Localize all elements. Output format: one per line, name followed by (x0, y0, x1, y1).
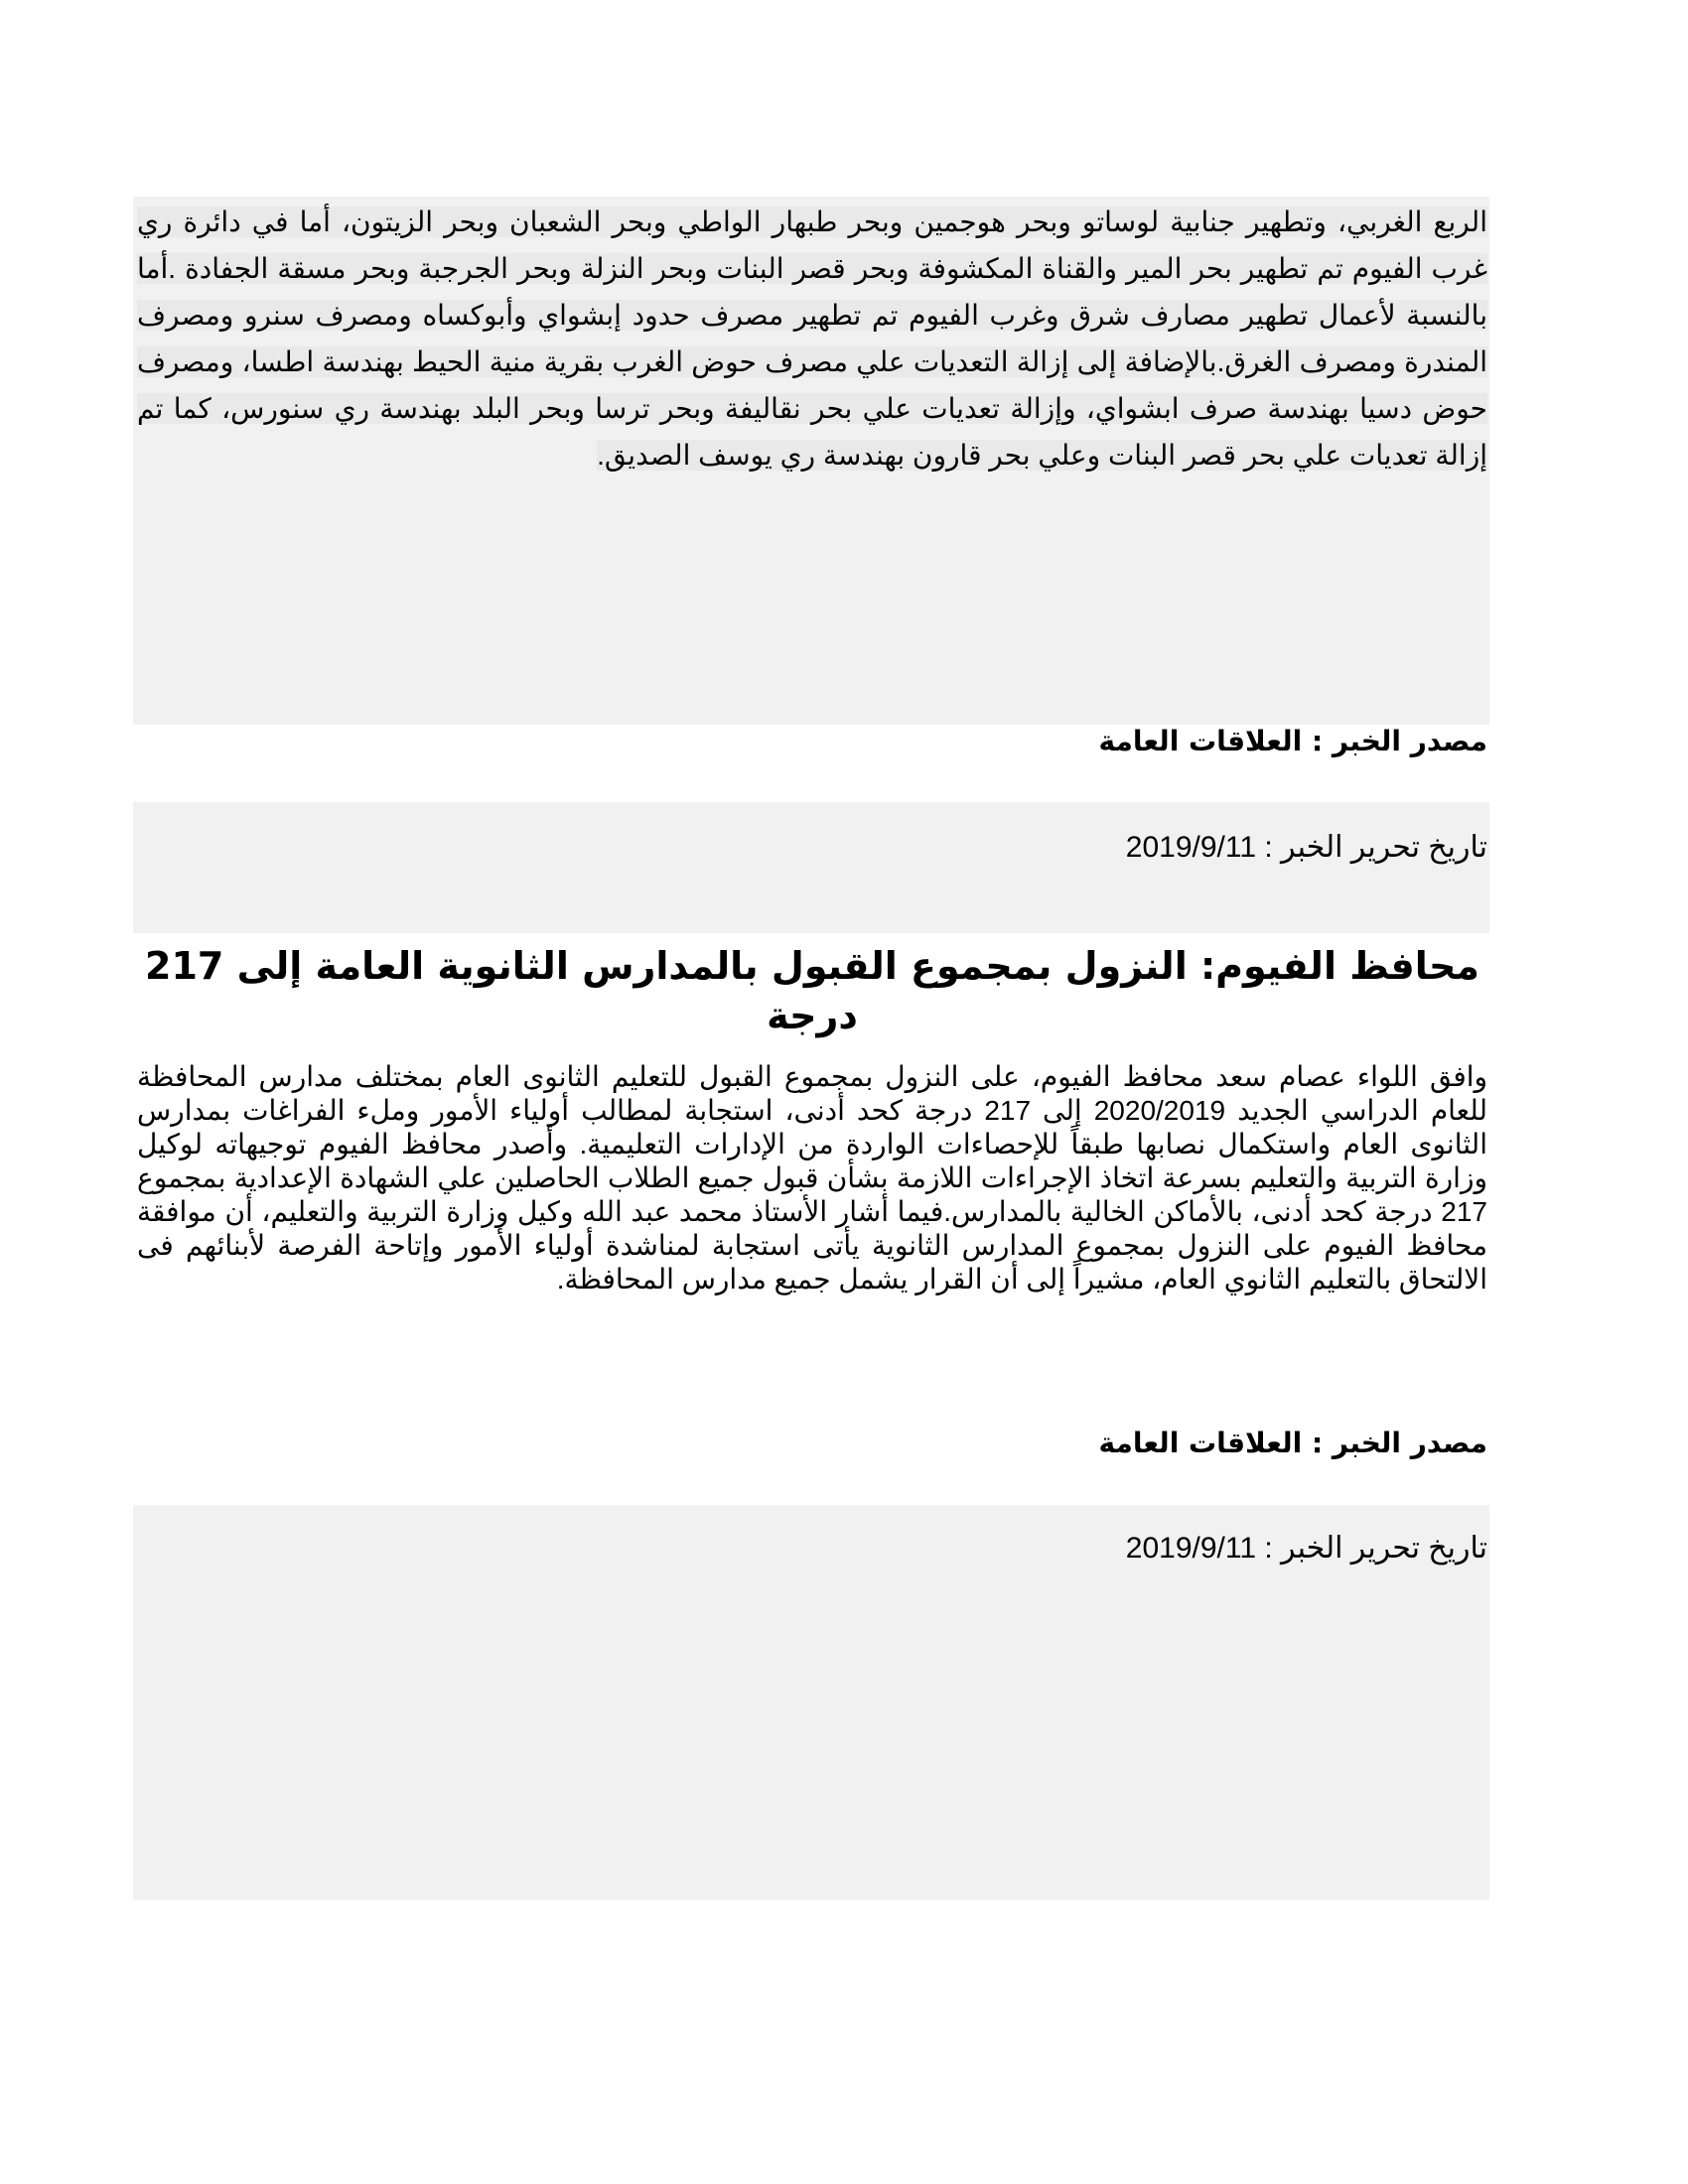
article1-edit-date: تاريخ تحرير الخبر : 2019/9/11 (1125, 831, 1487, 864)
article1-paragraph-text: الربع الغربي، وتطهير جنابية لوساتو وبحر هوجمين وبحر طبهار الواطي وبحر الشعبان وبحر الزيتون، أما في دائرة ري غرب الفيوم تم تطهير بحر المير والقناة المكشوفة وبحر قصر البنات وبحر النزلة وبحر الجرجبة وبحر مسقة الجفادة .أما بالنسبة لأعمال تطهير مصارف شرق وغرب الفيوم تم تطهير مصرف حدود إبشواي وأبوكساه ومصرف سنرو ومصرف المندرة ومصرف الغرق.بالإضافة إلى إزالة التعديات علي مصرف حوض الغرب بقرية منية الحيط بهندسة اطسا، ومصرف حوض دسيا بهندسة صرف ابشواي، وإزالة تعديات علي بحر نقاليفة وبحر ترسا وبحر البلد بهندسة ري سنورس، كما تم إزالة تعديات علي بحر قصر البنات وعلي بحر قارون بهندسة ري يوسف الصديق. (137, 206, 1487, 471)
article2-news-source: مصدر الخبر : العلاقات العامة (1098, 1427, 1487, 1459)
article2-headline: محافظ الفيوم: النزول بمجموع القبول بالمدارس الثانوية العامة إلى 217 درجة (145, 944, 1479, 1037)
article2-paragraph: وافق اللواء عصام سعد محافظ الفيوم، على النزول بمجموع القبول للتعليم الثانوى العام بمختلف مدارس المحافظة للعام الدراسي الجديد 2020/2019 إلى 217 درجة كحد أدنى، استجابة لمطالب أولياء الأمور وملء الفراغات بمدارس الثانوى العام واستكمال نصابها طبقاً للإحصاءات الواردة من الإدارات التعليمية. وأصدر محافظ الفيوم توجيهاته لوكيل وزارة التربية والتعليم بسرعة اتخاذ الإجراءات اللازمة بشأن قبول جميع الطلاب الحاصلين علي الشهادة الإعدادية بمجموع 217 درجة كحد أدنى، بالأماكن الخالية بالمدارس.فيما أشار الأستاذ محمد عبد الله وكيل وزارة التربية والتعليم، أن موافقة محافظ الفيوم على النزول بمجموع المدارس الثانوية يأتى استجابة لمناشدة أولياء الأمور وإتاحة الفرصة لأبنائهم فى الالتحاق بالتعليم الثانوي العام، مشيراً إلى أن القرار يشمل جميع مدارس المحافظة. (137, 1061, 1487, 1295)
article1-paragraph (137, 199, 1487, 478)
article1-date-panel (133, 802, 1489, 933)
article2-edit-date: تاريخ تحرير الخبر : 2019/9/11 (1125, 1532, 1487, 1565)
article1-news-source: مصدر الخبر : العلاقات العامة (1098, 725, 1487, 757)
